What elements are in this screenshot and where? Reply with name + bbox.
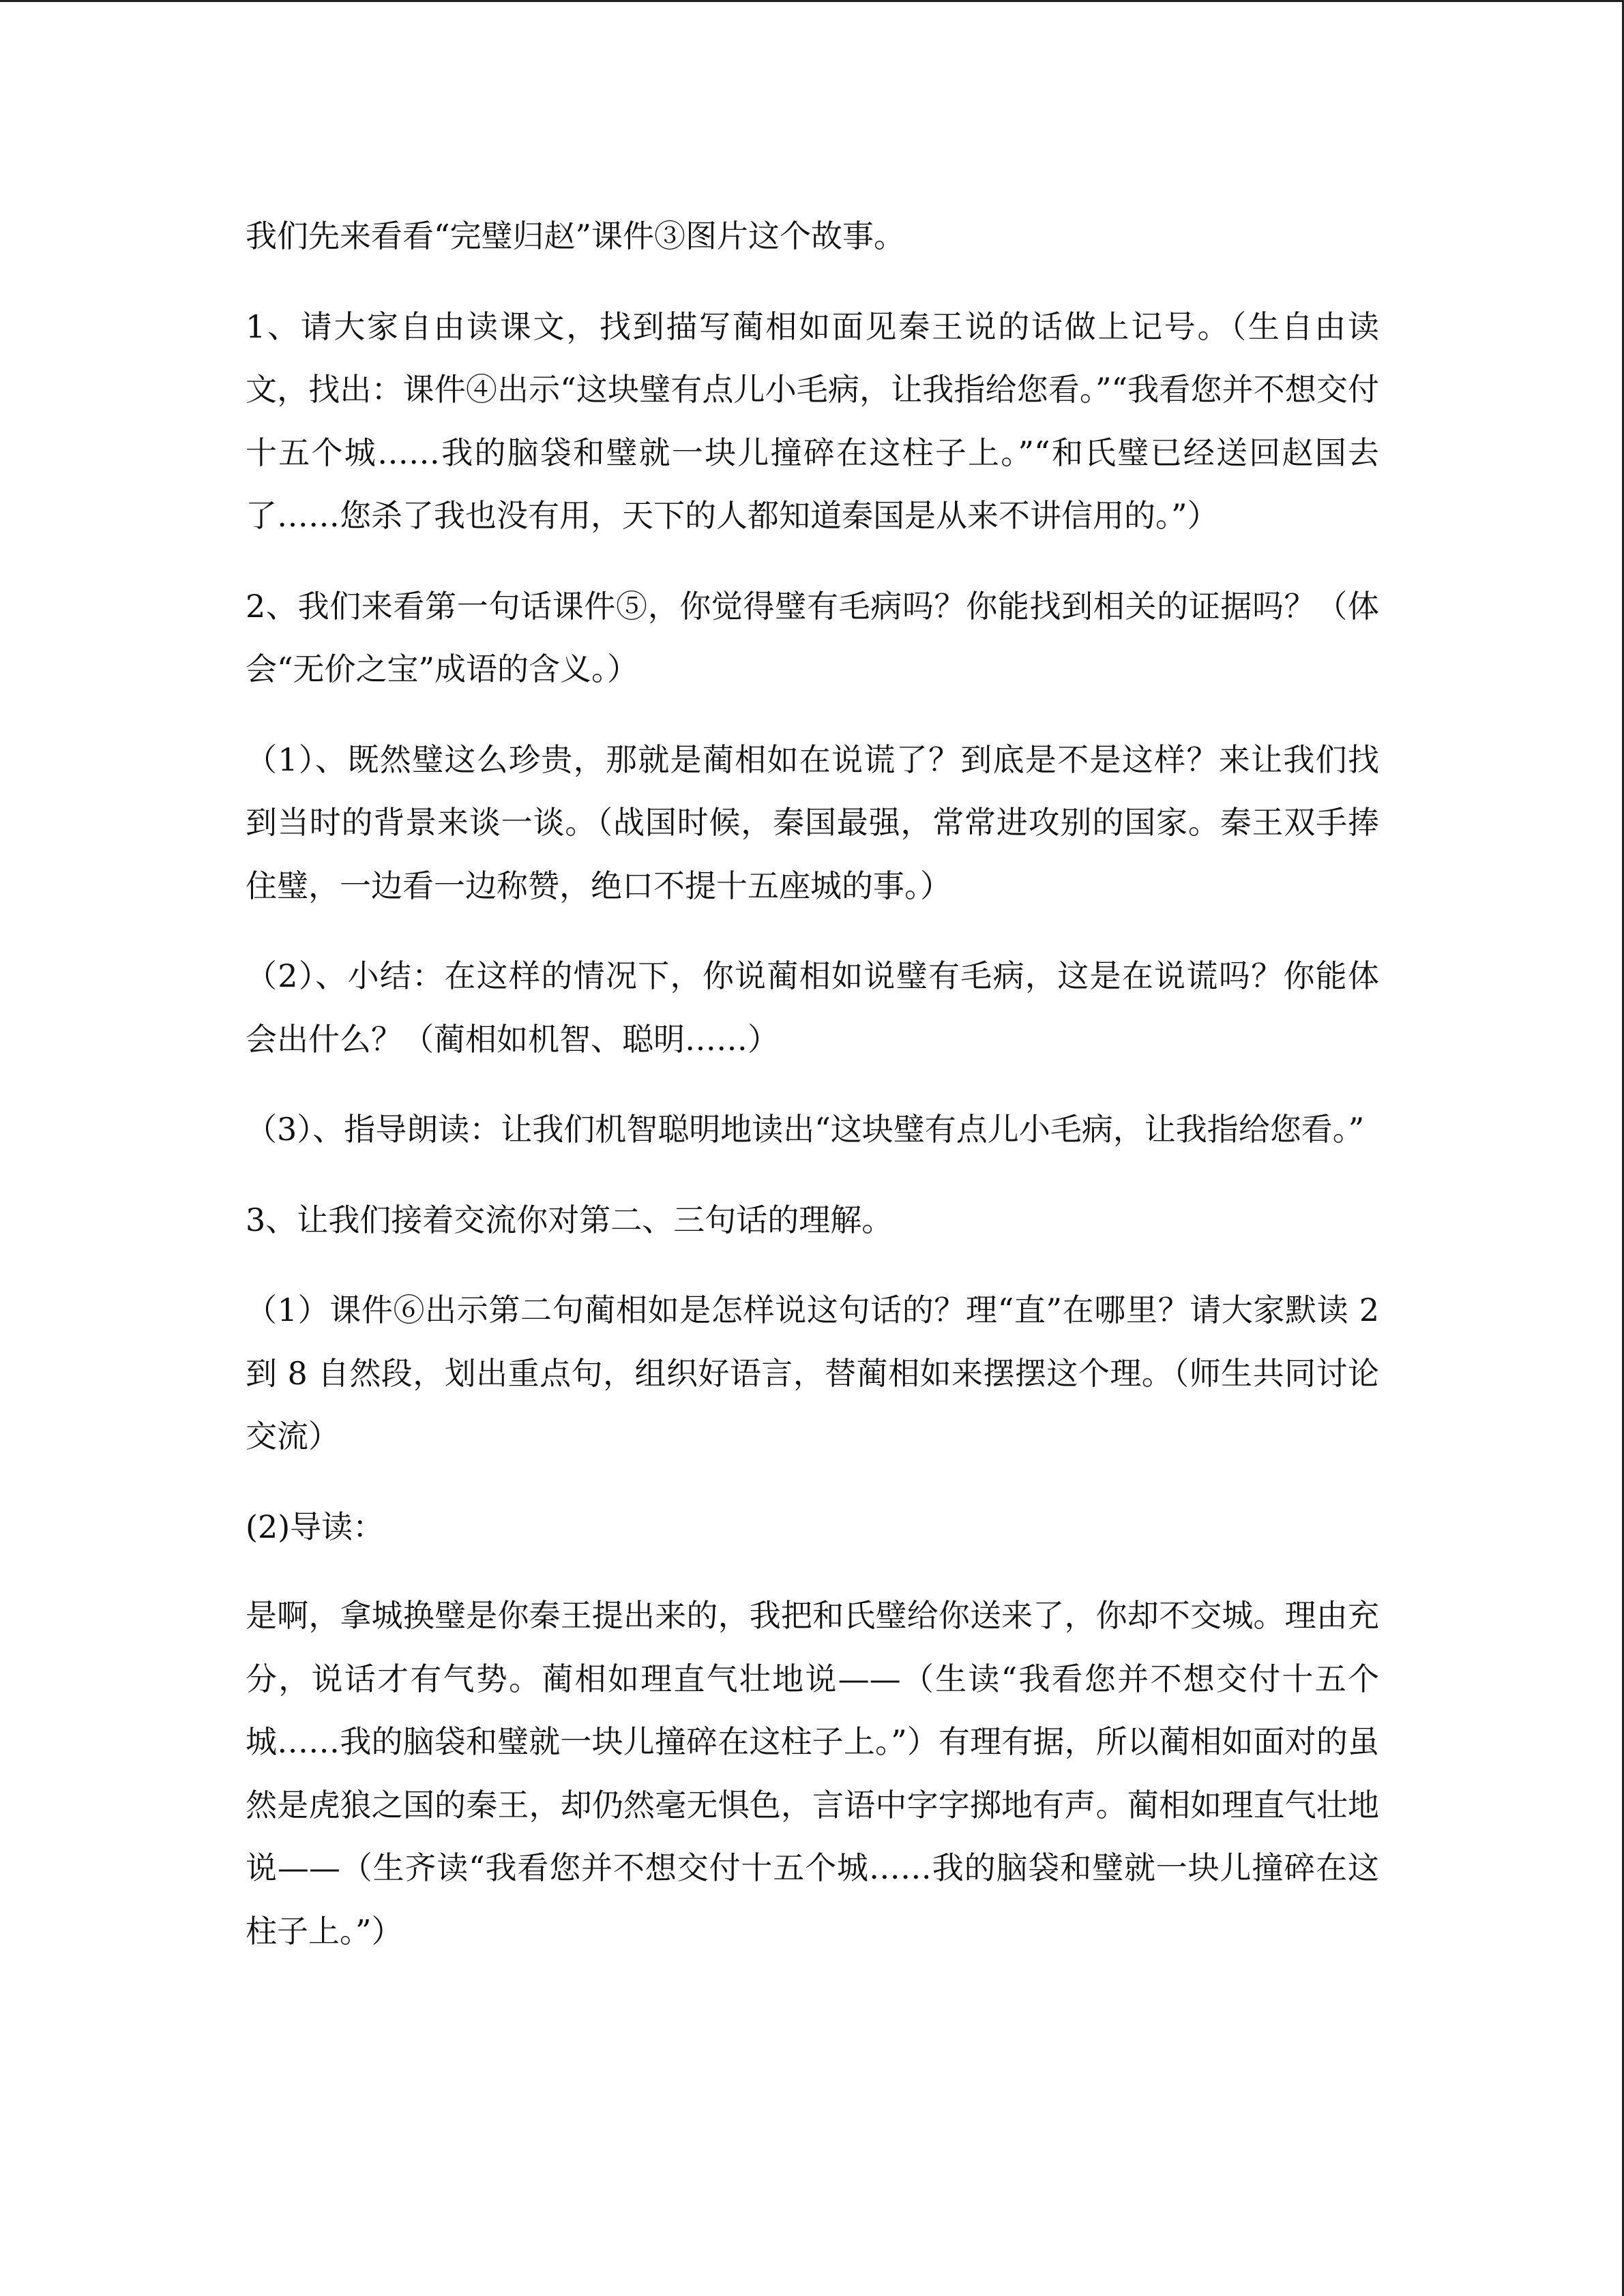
paragraph-intro: 我们先来看看“完璧归赵”课件③图片这个故事。 [246, 218, 906, 254]
paragraph-step-2-sub-1: （1）、既然璧这么珍贵，那就是蔺相如在说谎了？到底是不是这样？来让我们找到当时的背景来谈一谈。（战国时候，秦国最强，常常进攻别的国家。秦王双手捧住璧，一边看一边称赞，绝口不提十五座城的事。） [246, 741, 1379, 904]
paragraph-step-3-sub-1: （1）课件⑥出示第二句蔺相如是怎样说这句话的？理“直”在哪里？请大家默读 2 到 8 自然段，划出重点句，组织好语言，替蔺相如来摆摆这个理。（师生共同讨论交流） [246, 1292, 1379, 1455]
paragraph-step-3: 3、让我们接着交流你对第二、三句话的理解。 [246, 1201, 894, 1238]
paragraph-step-2-sub-2: （2）、小结：在这样的情况下，你说蔺相如说璧有毛病，这是在说谎吗？你能体会出什么？（蔺相如机智、聪明……） [246, 957, 1379, 1058]
paragraph-step-3-sub-2: (2)导读： [246, 1508, 385, 1545]
paragraph-guided-reading: 是啊，拿城换璧是你秦王提出来的，我把和氏璧给你送来了，你却不交城。理由充分，说话才有气势。蔺相如理直气壮地说——（生读“我看您并不想交付十五个城……我的脑袋和璧就一块儿撞碎在这柱子上。”）有理有据，所以蔺相如面对的虽然是虎狼之国的秦王，却仍然毫无惧色，言语中字字掷地有声。蔺相如理直气壮地说——（生齐读“我看您并不想交付十五个城……我的脑袋和璧就一块儿撞碎在这柱子上。”） [246, 1597, 1379, 1950]
document-body [246, 205, 1379, 1990]
paragraph-step-2: 2、我们来看第一句话课件⑤，你觉得璧有毛病吗？你能找到相关的证据吗？（体会“无价之宝”成语的含义。） [246, 587, 1379, 687]
page-top-border [0, 0, 1624, 2]
paragraph-step-2-sub-3: （3）、指导朗读：让我们机智聪明地读出“这块璧有点儿小毛病，让我指给您看。” [246, 1111, 1365, 1148]
paragraph-step-1: 1、请大家自由读课文，找到描写蔺相如面见秦王说的话做上记号。（生自由读文，找出：课件④出示“这块璧有点儿小毛病，让我指给您看。”“我看您并不想交付十五个城……我的脑袋和璧就一块儿撞碎在这柱子上。”“和氏璧已经送回赵国去了……您杀了我也没有用，天下的人都知道秦国是从来不讲信用的。”） [246, 308, 1379, 534]
